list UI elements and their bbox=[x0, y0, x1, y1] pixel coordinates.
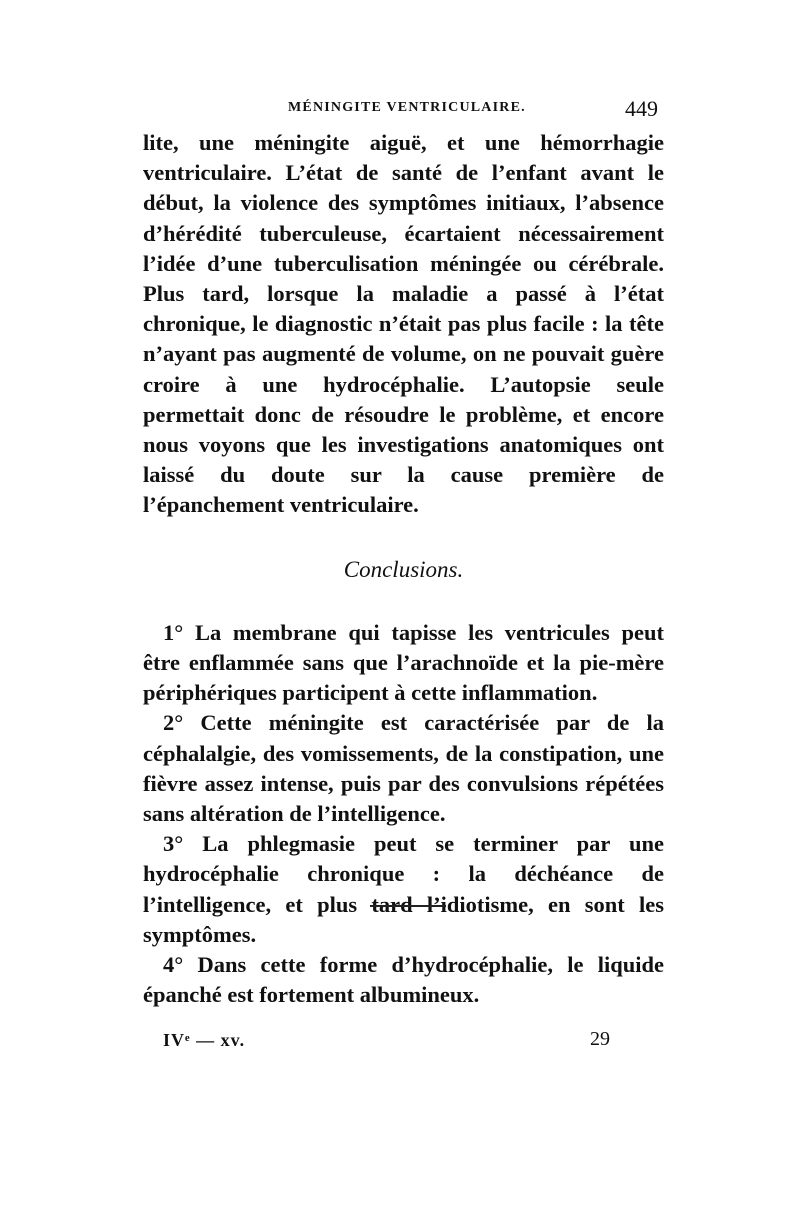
section-heading: Conclusions. bbox=[343, 556, 464, 582]
sheet-number: 29 bbox=[590, 1028, 610, 1050]
signature-mark: IVᵉ — xv. bbox=[163, 1030, 246, 1050]
body-text bbox=[143, 128, 664, 1010]
running-title: MÉNINGITE VENTRICULAIRE. bbox=[288, 100, 526, 115]
conclusion-3: 3° La phlegmasie peut se terminer par une hydrocéphalie chronique : la déchéance de l’intelligence, et plus tard l’idiotisme, en sont les symptômes. bbox=[143, 831, 664, 947]
paragraph-continuation: lite, une méningite aiguë, et une hémorrhagie ventriculaire. L’état de santé de l’enfant avant le début, la violence des symptômes initiaux, l’absence d’hérédité tuberculeuse, écartaient nécessairement l’idée d’une tuberculisation méningée ou cérébrale. Plus tard, lorsque la maladie a passé à l’état chronique, le diagnostic n’était pas plus facile : la tête n’ayant pas augmenté de volume, on ne pouvait guère croire à une hydrocéphalie. L’autopsie seule permettait donc de résoudre le problème, et encore nous voyons que les investigations anatomiques ont laissé du doute sur la cause première de l’épanchement ventriculaire. bbox=[143, 130, 664, 518]
conclusion-4: 4° Dans cette forme d’hydrocéphalie, le liquide épanché est fortement albumineux. bbox=[143, 952, 664, 1008]
page-header bbox=[143, 96, 658, 126]
page-number: 449 bbox=[625, 96, 658, 121]
end-rule bbox=[370, 905, 446, 907]
conclusion-1: 1° La membrane qui tapisse les ventricules peut être enflammée sans que l’arachnoïde et la pie-mère périphériques participent à cette inflammation. bbox=[143, 619, 664, 706]
conclusion-2: 2° Cette méningite est caractérisée par de la céphalalgie, des vomissements, de la constipation, une fièvre assez intense, puis par des convulsions répétées sans altération de l’intelligence. bbox=[143, 710, 664, 827]
